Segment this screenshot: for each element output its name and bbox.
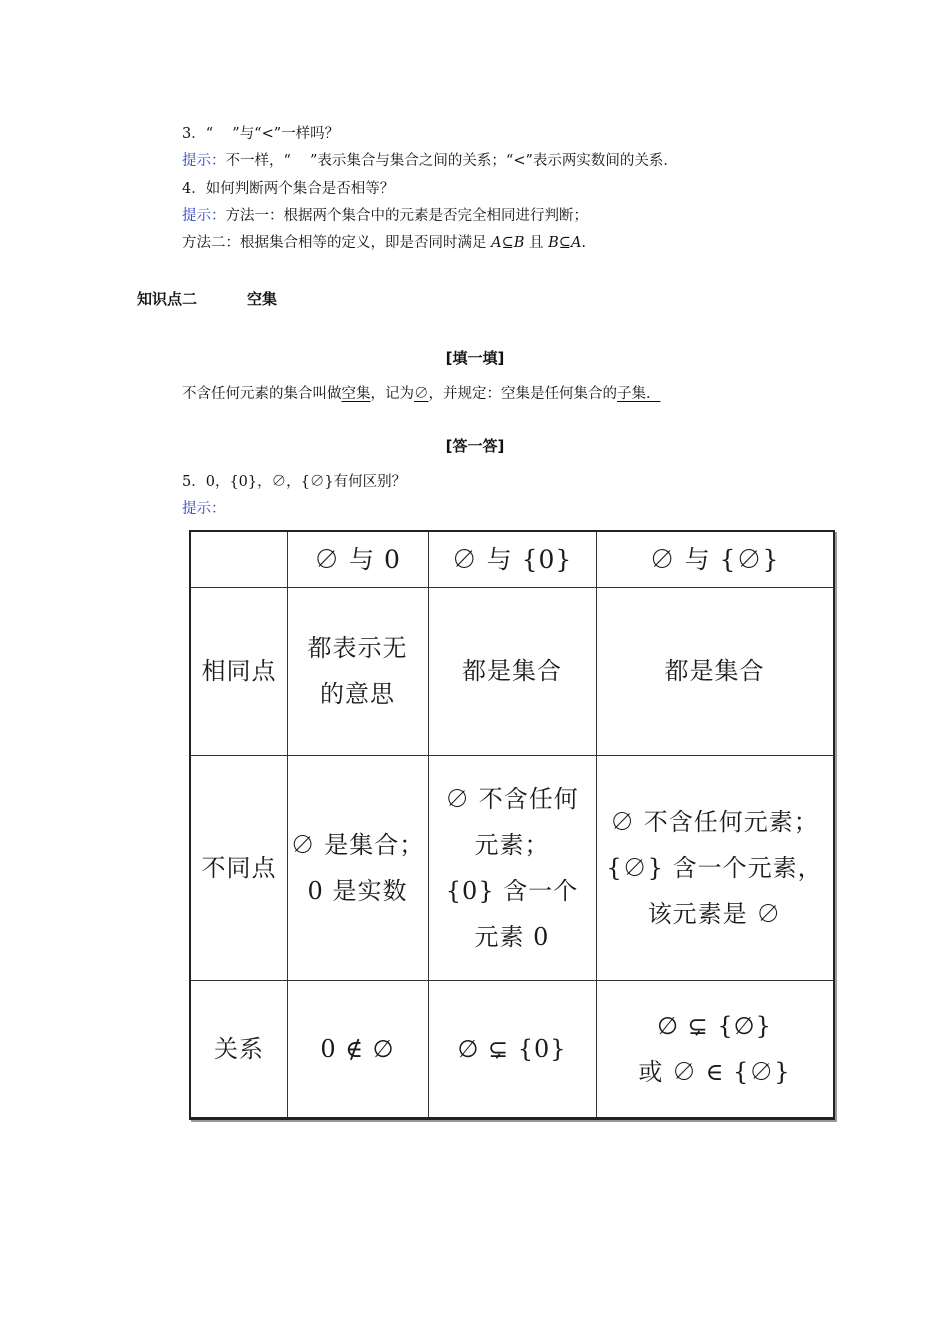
hint-text: 方法一：根据两个集合中的元素是否完全相同进行判断； (225, 208, 588, 224)
table-cell: 都表示无 的意思 (307, 634, 408, 708)
period: . (581, 235, 587, 251)
comparison-table (189, 530, 835, 1120)
hint-5-label: 提示： (182, 501, 226, 517)
fill-text-1: 不含任何元素的集合叫做 (182, 386, 342, 402)
question-5: 5．0，{0}，∅，{∅}有何区别？ (182, 474, 407, 490)
section-title: 空集 (247, 290, 278, 308)
fill-title: [填一填] (445, 349, 505, 367)
term-empty-set: 空集 (341, 386, 371, 402)
method-2-prefix: 方法二：根据集合相等的定义，即是否同时满足 (182, 235, 492, 251)
hint-3 (182, 151, 678, 171)
table-cell: ∅ ⊊ {∅} 或 ∅ ∈ {∅} (638, 1011, 791, 1086)
fill-statement (182, 384, 661, 404)
hint-label: 提示： (182, 208, 226, 224)
header-cell: ∅ 与 {∅} (649, 544, 780, 574)
method-2 (182, 233, 586, 253)
table-cell: 都是集合 (462, 657, 562, 685)
question-3: 3．“ ”与“<”一样吗？ (182, 126, 340, 142)
set-b: B (513, 235, 525, 251)
answer-title: [答一答] (445, 437, 505, 455)
hint-label: 提示： (182, 153, 226, 169)
table-cell: ∅ ⊊ {0} (457, 1034, 567, 1063)
hint-4 (182, 206, 588, 226)
and-word: 且 (524, 235, 549, 251)
subset-symbol: ⊆ (558, 235, 571, 251)
table-cell: 0 ∉ ∅ (320, 1034, 395, 1063)
hint-text: 不一样，“ ”表示集合与集合之间的关系；“<”表示两实数间的关系． (225, 153, 678, 169)
section-label: 知识点二 (137, 290, 198, 308)
header-cell: ∅ 与 {0} (451, 544, 573, 574)
empty-set-symbol: ∅ (414, 386, 429, 402)
table-cell: 都是集合 (664, 657, 765, 685)
row-label: 关系 (214, 1034, 264, 1063)
section-heading (137, 288, 277, 309)
table-cell: ∅ 是集合； 0 是实数 (290, 830, 425, 905)
question-4: 4．如何判断两个集合是否相等？ (182, 181, 395, 197)
table-cell: ∅ 不含任何 元素； {0} 含一个 元素 0 (445, 784, 579, 951)
fill-text-3: ，并规定：空集是任何集合的 (428, 386, 617, 402)
set-b: B (548, 235, 559, 251)
set-a: A (570, 235, 582, 251)
term-subset: 子集． (617, 386, 661, 402)
fill-text-2: ，记为 (370, 386, 414, 402)
set-a: A (491, 235, 502, 251)
table-cell: ∅ 不含任何元素； {∅} 含一个元素， 该元素是 ∅ (606, 807, 823, 928)
row-label: 不同点 (201, 853, 277, 882)
row-label: 相同点 (201, 657, 277, 685)
subset-symbol: ⊆ (501, 235, 514, 251)
header-cell: ∅ 与 0 (314, 544, 401, 574)
